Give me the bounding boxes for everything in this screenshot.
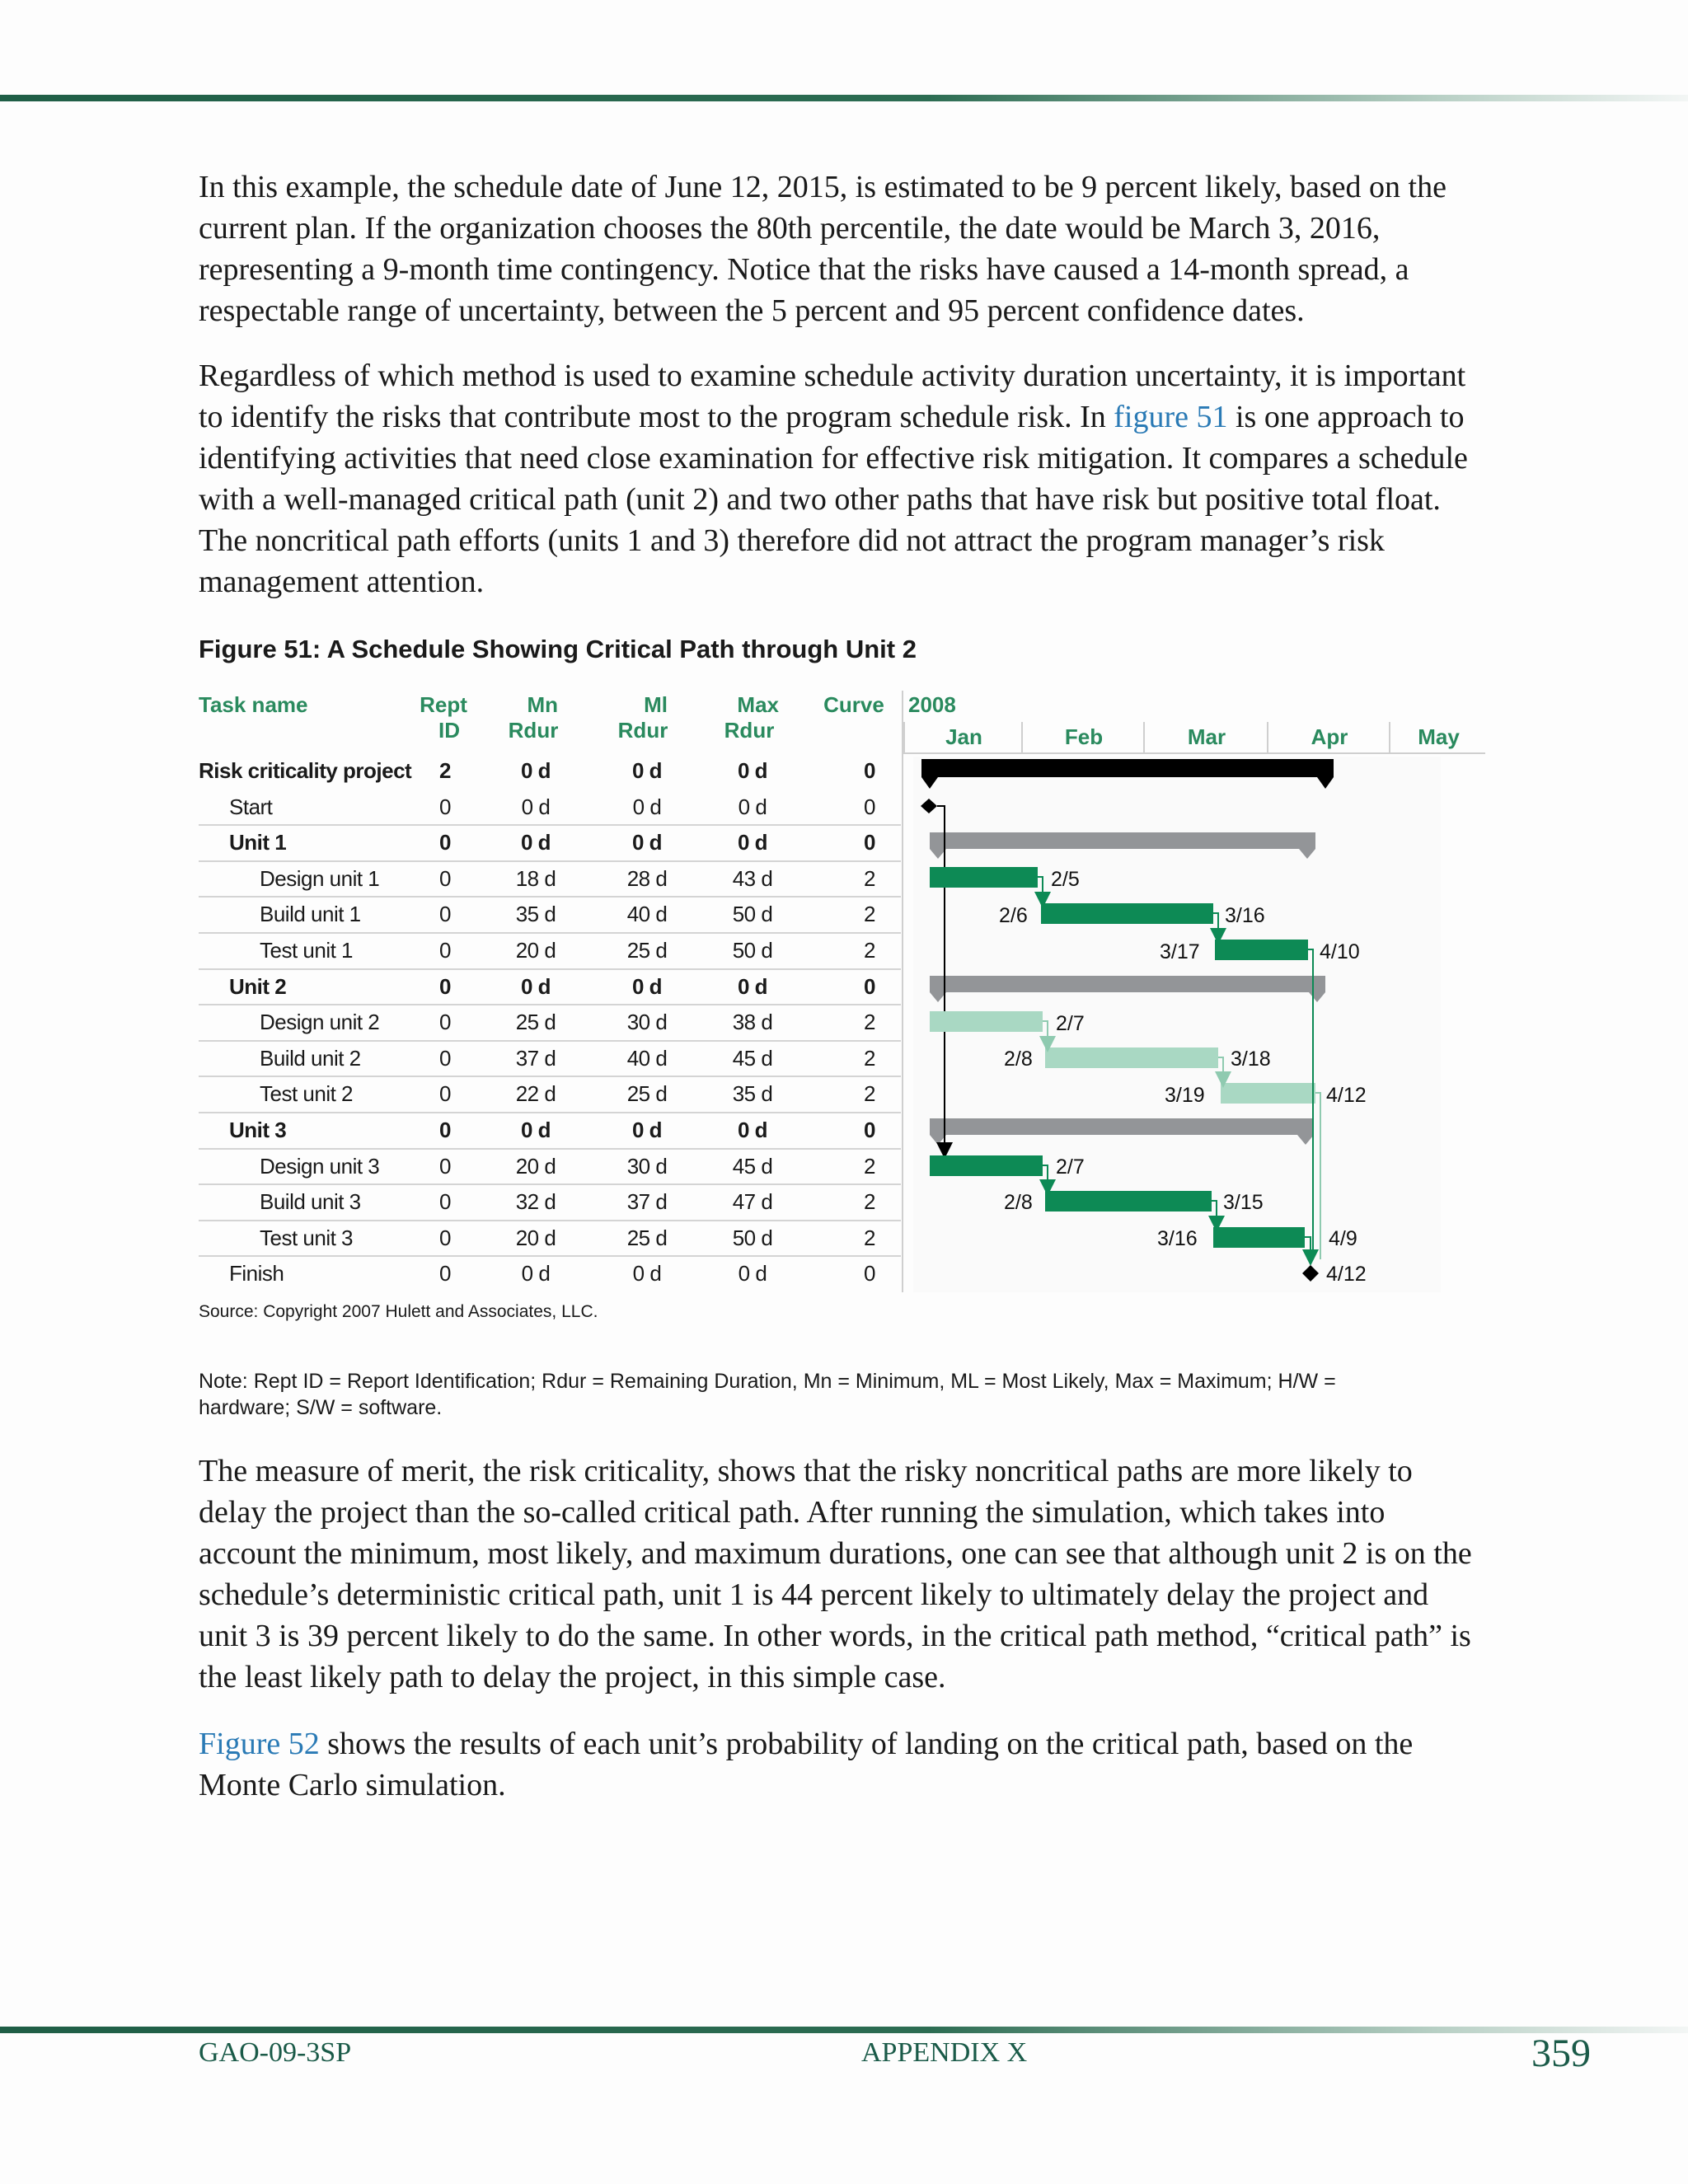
gantt-area: [913, 757, 1441, 1292]
task-name-cell: Build unit 3: [260, 1189, 361, 1215]
figure-52-link[interactable]: Figure 52: [199, 1727, 320, 1761]
label-design1-end: 2/5: [1051, 868, 1080, 891]
figure-note-line-2: hardware; S/W = software.: [199, 1396, 443, 1419]
task-name-cell: Unit 1: [229, 830, 287, 855]
month-jan: Jan: [903, 722, 1023, 752]
task-name-cell: Design unit 1: [260, 865, 380, 891]
mn-rdur-cell: 20 d: [515, 1225, 556, 1250]
ml-rdur-cell: 0 d: [632, 794, 662, 819]
label-test3-start: 3/16: [1157, 1227, 1198, 1250]
max-rdur-cell: 0 d: [738, 1261, 767, 1286]
rept-id-cell: 2: [439, 758, 451, 783]
label-build3-start: 2/8: [1004, 1191, 1033, 1214]
task-name-cell: Test unit 3: [260, 1225, 354, 1250]
col-mn-line1: Mn: [527, 692, 558, 717]
paragraph-4-text: shows the results of each unit’s probability of landing on the critical path, based on the Monte Carlo simulation.: [199, 1727, 1414, 1802]
rept-id-cell: 0: [439, 794, 451, 819]
col-curve: Curve: [823, 692, 884, 717]
label-build1-start: 2/6: [999, 904, 1028, 927]
label-build1-end: 3/16: [1225, 904, 1265, 927]
label-build2-end: 3/18: [1231, 1047, 1271, 1071]
task-name-cell: Unit 2: [229, 973, 287, 999]
col-mn-line2: Rdur: [508, 718, 559, 743]
table-row: [0, 897, 902, 933]
curve-cell: 2: [864, 1081, 875, 1107]
mn-rdur-cell: 0 d: [520, 758, 551, 783]
mn-rdur-cell: 32 d: [515, 1189, 556, 1215]
ml-rdur-cell: 40 d: [626, 1045, 668, 1071]
task-name-cell: Test unit 1: [260, 938, 354, 963]
task-name-cell: Finish: [229, 1261, 284, 1286]
label-build2-start: 2/8: [1004, 1047, 1033, 1071]
footer-page-number: 359: [1531, 2032, 1591, 2075]
mn-rdur-cell: 0 d: [520, 973, 551, 999]
month-header-bottom-line: [903, 752, 1485, 754]
max-rdur-cell: 0 d: [737, 758, 768, 783]
label-test1-end: 4/10: [1320, 940, 1360, 963]
mn-rdur-cell: 18 d: [515, 865, 556, 891]
table-row: [0, 861, 902, 898]
rept-id-cell: 0: [439, 902, 451, 927]
curve-cell: 0: [864, 1118, 875, 1142]
ml-rdur-cell: 37 d: [626, 1189, 668, 1215]
curve-cell: 2: [864, 1010, 875, 1035]
mn-rdur-cell: 20 d: [515, 938, 556, 963]
table-row: [0, 825, 902, 861]
figure-source: Source: Copyright 2007 Hulett and Associates, LLC.: [199, 1302, 598, 1321]
max-rdur-cell: 0 d: [738, 794, 767, 819]
task-name-cell: Risk criticality project: [199, 758, 412, 783]
max-rdur-cell: 47 d: [732, 1189, 773, 1215]
curve-cell: 2: [864, 902, 875, 927]
curve-cell: 0: [864, 1261, 875, 1286]
month-may: May: [1389, 722, 1487, 752]
ml-rdur-cell: 25 d: [626, 938, 668, 963]
max-rdur-cell: 35 d: [732, 1081, 773, 1107]
max-rdur-cell: 50 d: [732, 902, 773, 927]
label-build3-end: 3/15: [1223, 1191, 1264, 1214]
rept-id-cell: 0: [439, 1153, 451, 1179]
paragraph-2: [199, 355, 1484, 602]
curve-cell: 0: [864, 794, 875, 819]
label-test3-end: 4/9: [1329, 1227, 1357, 1250]
table-row: [0, 1005, 902, 1041]
curve-cell: 2: [864, 1153, 875, 1179]
figure-note-line-1: Note: Rept ID = Report Identification; Rdur = Remaining Duration, Mn = Minimum, ML = Most Likely, Max = Maximum; H/W =: [199, 1370, 1336, 1393]
task-name-cell: Build unit 2: [260, 1045, 361, 1071]
curve-cell: 2: [864, 938, 875, 963]
figure-51-link[interactable]: figure 51: [1114, 400, 1228, 434]
top-rule: [0, 95, 1688, 101]
mn-rdur-cell: 25 d: [515, 1010, 556, 1035]
table-row: [0, 1221, 902, 1257]
table-row: [0, 1184, 902, 1221]
ml-rdur-cell: 30 d: [626, 1010, 668, 1035]
ml-rdur-cell: 25 d: [626, 1081, 668, 1107]
table-row: [0, 1256, 902, 1292]
ml-rdur-cell: 40 d: [626, 902, 668, 927]
mn-rdur-cell: 20 d: [515, 1153, 556, 1179]
footer-report-id: GAO-09-3SP: [199, 2037, 352, 2068]
max-rdur-cell: 50 d: [732, 1225, 773, 1250]
max-rdur-cell: 0 d: [737, 1118, 768, 1142]
col-ml-line2: Rdur: [617, 718, 668, 743]
table-row: [0, 1076, 902, 1113]
paragraph-2-text-b: is one approach to identifying activities that need close examination for effective risk mitigation. It compares a schedule with a well-managed critical path (unit 2) and two other paths that have risk but positive total float. The noncritical path efforts (units 1 and 3) therefore did not attract the program manager’s risk management attention.: [199, 400, 1468, 599]
max-rdur-cell: 0 d: [737, 973, 768, 999]
ml-rdur-cell: 0 d: [631, 1118, 663, 1142]
max-rdur-cell: 43 d: [732, 865, 773, 891]
curve-cell: 2: [864, 1045, 875, 1071]
col-rept-id-line2: ID: [438, 718, 460, 743]
month-mar: Mar: [1143, 722, 1268, 752]
label-design2-end: 2/7: [1056, 1012, 1085, 1035]
task-name-cell: Design unit 2: [260, 1010, 380, 1035]
rept-id-cell: 0: [439, 973, 451, 999]
table-row: [0, 933, 902, 969]
footer-section: APPENDIX X: [861, 2037, 1028, 2068]
max-rdur-cell: 45 d: [732, 1153, 773, 1179]
mn-rdur-cell: 0 d: [520, 1118, 551, 1142]
col-max-line2: Rdur: [724, 718, 775, 743]
rept-id-cell: 0: [439, 1225, 451, 1250]
mn-rdur-cell: 22 d: [515, 1081, 556, 1107]
col-ml-line1: Ml: [644, 692, 668, 717]
max-rdur-cell: 45 d: [732, 1045, 773, 1071]
curve-cell: 0: [864, 758, 875, 783]
curve-cell: 2: [864, 1189, 875, 1215]
paragraph-2-text-a: Regardless of which method is used to examine schedule activity duration uncertainty, it is important to identify the risks that contribute most to the program schedule risk. In: [199, 359, 1466, 434]
ml-rdur-cell: 30 d: [626, 1153, 668, 1179]
rept-id-cell: 0: [439, 1081, 451, 1107]
rept-id-cell: 0: [439, 1045, 451, 1071]
rept-id-cell: 0: [439, 830, 451, 855]
mn-rdur-cell: 37 d: [515, 1045, 556, 1071]
curve-cell: 0: [864, 830, 875, 855]
task-name-cell: Start: [229, 794, 273, 819]
rept-id-cell: 0: [439, 865, 451, 891]
table-row: [0, 1149, 902, 1185]
max-rdur-cell: 38 d: [732, 1010, 773, 1035]
table-row: [0, 1113, 902, 1149]
paragraph-4: [199, 1723, 1484, 1806]
max-rdur-cell: 50 d: [732, 938, 773, 963]
table-row: [0, 753, 902, 790]
label-finish: 4/12: [1326, 1263, 1367, 1286]
label-test1-start: 3/17: [1160, 940, 1200, 963]
ml-rdur-cell: 0 d: [631, 758, 663, 783]
table-row: [0, 969, 902, 1005]
label-design3-end: 2/7: [1056, 1155, 1085, 1179]
task-name-cell: Unit 3: [229, 1118, 287, 1142]
col-max-line1: Max: [737, 692, 779, 717]
ml-rdur-cell: 28 d: [626, 865, 668, 891]
paragraph-1: In this example, the schedule date of June 12, 2015, is estimated to be 9 percent likely, based on the current plan. If the organization chooses the 80th percentile, the date would be March 3, 2016, representing a 9-month time contingency. Notice that the risks have caused a 14-month spread, a respectable range of uncertainty, between the 5 percent and 95 percent confidence dates.: [199, 170, 1447, 328]
table-row: [0, 790, 902, 826]
curve-cell: 2: [864, 865, 875, 891]
ml-rdur-cell: 25 d: [626, 1225, 668, 1250]
rept-id-cell: 0: [439, 1118, 451, 1142]
table-row: [0, 1041, 902, 1077]
curve-cell: 0: [864, 973, 875, 999]
ml-rdur-cell: 0 d: [631, 830, 663, 855]
figure-title: Figure 51: A Schedule Showing Critical Path through Unit 2: [199, 635, 917, 663]
bottom-rule: [0, 2027, 1688, 2033]
max-rdur-cell: 0 d: [737, 830, 768, 855]
gantt-year: 2008: [908, 692, 956, 717]
col-ml-rdur: [602, 692, 684, 743]
mn-rdur-cell: 0 d: [520, 830, 551, 855]
rept-id-cell: 0: [439, 1261, 451, 1286]
label-test2-end: 4/12: [1326, 1084, 1367, 1107]
mn-rdur-cell: 35 d: [515, 902, 556, 927]
task-name-cell: Build unit 1: [260, 902, 361, 927]
label-test2-start: 3/19: [1165, 1084, 1205, 1107]
col-rept-id-line1: Rept: [420, 692, 467, 717]
task-name-cell: Design unit 3: [260, 1153, 380, 1179]
paragraph-3: The measure of merit, the risk criticality, shows that the risky noncritical paths are more likely to delay the project than the so-called critical path. After running the simulation, which takes into account the minimum, most likely, and maximum durations, one can see that although unit 2 is on the schedule’s deterministic critical path, unit 1 is 44 percent likely to ultimately delay the project and unit 3 is 39 percent likely to do the same. In other words, in the critical path method, “critical path” is the least likely path to delay the project, in this simple case.: [199, 1454, 1472, 1694]
rept-id-cell: 0: [439, 1010, 451, 1035]
figure-note: [199, 1368, 1435, 1421]
mn-rdur-cell: 0 d: [521, 794, 551, 819]
rept-id-cell: 0: [439, 1189, 451, 1215]
col-mn-rdur: [492, 692, 574, 743]
task-name-cell: Test unit 2: [260, 1081, 354, 1107]
curve-cell: 2: [864, 1225, 875, 1250]
ml-rdur-cell: 0 d: [632, 1261, 662, 1286]
mn-rdur-cell: 0 d: [521, 1261, 551, 1286]
month-feb: Feb: [1021, 722, 1145, 752]
col-rept-id: [402, 692, 485, 743]
col-max-rdur: [708, 692, 790, 743]
col-task-name: Task name: [199, 692, 308, 717]
month-apr: Apr: [1267, 722, 1390, 752]
ml-rdur-cell: 0 d: [631, 973, 663, 999]
rept-id-cell: 0: [439, 938, 451, 963]
